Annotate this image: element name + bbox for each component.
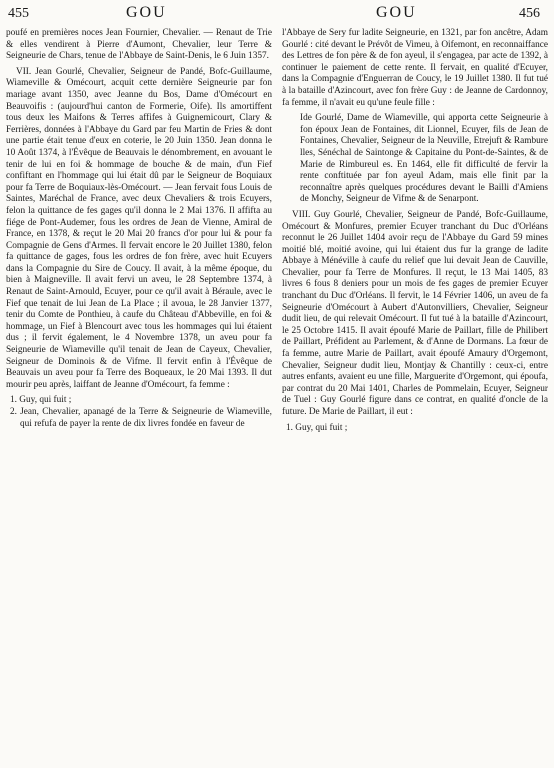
page-number-left: 455 <box>8 6 29 21</box>
child-list-item: 1. Guy, qui fuit ; <box>10 395 72 406</box>
left-column <box>6 28 272 434</box>
child-list-item: 2. Jean, Chevalier, apanagé de la Terre & Seigneurie de Wiameville, qui refufa de payer la rente de dix livres fondée en faveur de <box>10 407 272 429</box>
entry-viii-guy-gourle: VIII. Guy Gourlé, Chevalier, Seigneur de Pandé, Bofc-Guillaume, Omécourt & Monfures, premier Ecuyer tranchant du Duc d'Orléans reconnut le 26 Juillet 1404 avoir reçu de l'Abbaye du Gard 59 mines moitié blé, moitié avoine, qui lui étaient dus fur la grange de ladite Abbaye à Ménéville à caufe du relief que lui devait Jean de Cauville, Chevalier, pour fa Terre de Monfures. Il reçut, le 13 Mai 1405, 83 livres 6 fous 8 deniers pour un mois de fes gages de premier Ecuyer tranchant du Duc d'Orléans. Il fervit, le 14 Février 1406, un aveu de fa Seigneurie d'Omécourt à Aubert d'Autonvilliers, Chevalier, Seigneur dudit lieu, de qui relevait Omécourt. Il fut tué à la bataille d'Azincourt, le 25 Octobre 1415. Il avait époufé Marie de Paillart, fille de Philibert de Paillart, Préfident au Parlement, & d'Anne de Dormans. La fœur de fa femme, autre Marie de Paillart, avait époufé Amaury d'Orgemont, Chevalier, Seigneur dudit lieu, Montjay & Chantilly : ceux-ci, entre autres enfants, avaient eu une fille, Marguerite d'Orgemont, qui époufa, par contrat du 20 Mai 1401, Charles de Pommelain, Ecuyer, Seigneur de Tuel : Guy Gourlé figure dans ce contrat, en qualité d'oncle de la future. De Marie de Paillart, il eut : <box>282 209 548 417</box>
text-columns <box>6 28 548 434</box>
page-header <box>6 4 548 26</box>
page-number-right: 456 <box>519 6 540 21</box>
paragraph-continuation: l'Abbaye de Sery fur ladite Seigneurie, en 1321, par fon ancêtre, Adam Gourlé : cité devant le Prévôt de Vimeu, à Oifemont, en reconnaiffance des Lettres de fon père & de fon ayeul, il s'engagea, par acte de 1392, à continuer le paiement de cette rente. Il fervait, en qualité d'Ecuyer, dans la Compagnie d'Enguerran de Coucy, le 19 Juillet 1380. Il fut tué à la bataille d'Azincourt, avec fon frère Guy : de Jeanne de Cardonnoy, fa femme, il n'avait eu qu'une feule fille : <box>282 28 548 108</box>
paragraph-continuation: poufé en premières noces Jean Fournier, Chevalier. — Renaut de Trie & elles vendirent à Pierre d'Aumont, Chevalier, leur Terre & Seigneurie de Chars, tenue de l'Abbaye de Saint-Denis, le 6 Juin 1357. <box>6 28 272 62</box>
running-head-right: GOU <box>376 4 417 21</box>
child-list-item: 1. Guy, qui fuit ; <box>286 422 348 433</box>
right-column <box>282 28 548 434</box>
entry-vii-jean-gourle: VII. Jean Gourlé, Chevalier, Seigneur de Pandé, Bofc-Guillaume, Wiameville & Omécourt, acquit cette dernière Seigneurie par fon mariage avant 1350, avec Jeanne du Bos, Dame d'Omécourt en Beauvoifis : (aujourd'hui canton de Formerie, Oife). Ils amortiffent tous deux les Maifons & Terres affifes à Guignemicourt, Clary & Ferrières, données à l'Abbaye du Gard par feu Martin de Fries & dont une partie était tenue d'eux en coterie, le 20 Juin 1350. Jean donna le 10 Août 1374, à l'Évêque de Beauvais le dénombrement, en avouant le tenir de lui en foi & hommage de bouche & de main, d'un Fief confiftant en l'hommage qui lui était dû par le Seigneur de Boquiaux pour fa Terre de Boquiaux-lès-Omécourt. — Jean fervait fous Louis de Saintes, Maréchal de France, avec deux Chevaliers & trois Ecuyers, felon la quittance de fes gages qu'il donna le 2 Mai 1376. Il affifta au fiége de Pont-Audemer, fous les ordres de Jean de Vienne, Amiral de France, en 1378, & reçut le 20 Mai 20 francs d'or pour lui & pour fa Compagnie de Gens d'Armes. Il fervait encore le 20 Juillet 1380, felon fa quittance de gages, fous les ordres de fon frère, avec huit Ecuyers dans la Compagnie du Sire de Coucy. Il avait, à la même époque, du bien à Maigneville. Il avait fervi un aveu, le 28 Septembre 1374, à Renaut de Saint-Arnould, Ecuyer, pour ce qu'il avait à Béraule, avec le Fief que tenait de lui Jean de La Place ; il avoua, le 28 Janvier 1377, tenir du Comte de Ponthieu, à caufe du Château d'Abbeville, en foi & hommage, un Fief à Blencourt avec tous les hommages qui lui étaient dus ; il fervit également, le 4 Novembre 1378, un aveu pour fa Seigneurie de Wiameville qu'il tenait de Jean de Cayeux, Chevalier, Seigneur de Dominois & de Vifme. Il fervit enfin à l'Évêque de Beauvais un aveu pour fa Terre des Boqueaux, le 20 Mai 1393. Il dut mourir peu après, laiffant de Jeanne d'Omécourt, fa femme : <box>6 66 272 390</box>
entry-ide-gourle: Ide Gourlé, Dame de Wiameville, qui apporta cette Seigneurie à fon époux Jean de Fontaines, dit Lionnel, Ecuyer, fils de Jean de Fontaines, Chevalier, Seigneur de la Neuville, Etrejuft & Rambure lles, Sénéchal de Saintonge & Capitaine du Pont-de-Saintes, & de Marie de Rimbureul es. En 1464, elle fit difficulté de fervir la rente conftituée par fon ayeul Adam, mais elle finit par la reconnaître après quelques procédures devant le Bailli d'Amiens de Monchy, Seigneur de Vifme & de Senarpont. <box>300 113 548 205</box>
running-head-left: GOU <box>126 4 167 21</box>
